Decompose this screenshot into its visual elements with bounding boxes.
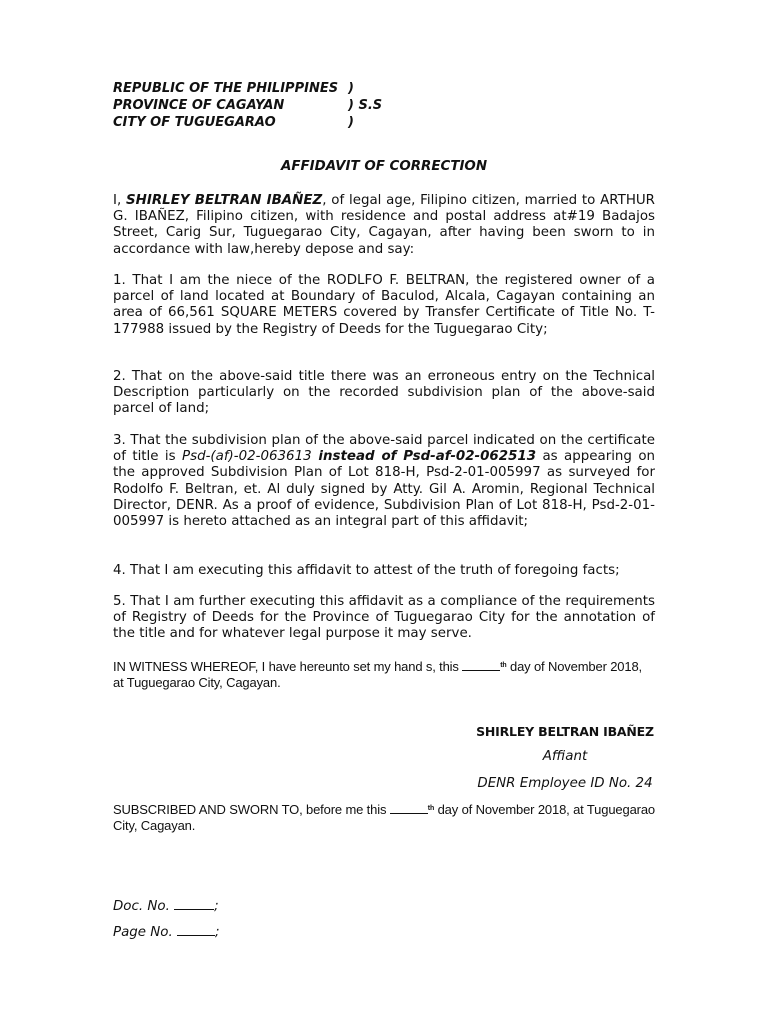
paragraph-3 (113, 433, 655, 530)
paragraph-1: 1. That I am the niece of the RODLFO F. BELTRAN, the registered owner of a parcel of land located at Boundary of Baculod, Alcala, Cagayan containing an area of 66,561 SQUARE METERS covered by Transfer Certificate of Title No. T-177988 issued by the Registry of Deeds for the Tuguegarao City; (113, 273, 655, 337)
intro-text-pre: I, (113, 193, 127, 208)
doc-number-line (113, 898, 219, 915)
venue-block (113, 80, 382, 131)
witness-text-a: IN WITNESS WHEREOF, I have hereunto set my hand s, this (113, 659, 463, 674)
affiant-employee-id: DENR Employee ID No. 24 (477, 776, 653, 791)
page-number-end: ; (215, 925, 220, 940)
venue-mark: ) (348, 115, 354, 130)
paragraph-2: 2. That on the above-said title there was an erroneous entry on the Technical Description particularly on the recorded subdivision plan of the above-said parcel of land; (113, 369, 655, 417)
paragraph-5: 5. That I am further executing this affidavit as a compliance of the requirements of Registry of Deeds for the Province of Tuguegarao City for the annotation of the title and for whatever legal purpose it may serve. (113, 594, 655, 642)
page-number-label: Page No. (113, 925, 177, 940)
jurat-text-a: SUBSCRIBED AND SWORN TO, before me this (113, 802, 390, 817)
day-blank-line (462, 659, 500, 671)
plan-code-recorded: Psd-(af)-02-063613 (182, 449, 312, 465)
day-blank-line (390, 802, 428, 814)
paragraph-4: 4. That I am executing this affidavit to attest of the truth of foregoing facts; (113, 563, 620, 578)
affiant-name-inline: SHIRLEY BELTRAN IBAÑEZ (126, 193, 323, 208)
venue-row-city (113, 114, 382, 131)
jurat-text-b: day of November 2018, at Tuguegarao City, Cagayan. (113, 802, 655, 834)
venue-place: REPUBLIC OF THE PHILIPPINES (113, 81, 339, 96)
page-number-blank (177, 924, 215, 936)
intro-paragraph (113, 193, 655, 258)
day-suffix: th (500, 662, 507, 669)
intro-text-post: , of legal age, Filipino citizen, married to ARTHUR G. IBAÑEZ, Filipino citizen, with residence and postal address at#19 Badajos Street, Carig Sur, Tuguegarao City, Cagayan, after having been sworn to in accordance with law,hereby depose and say: (113, 193, 655, 257)
venue-row-republic (113, 80, 382, 97)
plan-code-correct: instead of Psd-af-02-062513 (311, 449, 537, 465)
venue-row-province (113, 97, 382, 114)
document-title: AFFIDAVIT OF CORRECTION (280, 159, 488, 174)
jurat-clause (113, 802, 655, 834)
venue-place: PROVINCE OF CAGAYAN (113, 98, 285, 113)
doc-number-end: ; (214, 899, 219, 914)
page-number-line (113, 924, 220, 941)
affiant-signature-name: SHIRLEY BELTRAN IBAÑEZ (476, 724, 654, 739)
paragraph-3-text-b: as appearing on the approved Subdivision Plan of Lot 818-H, Psd-2-01-005997 as surveyed for Rodolfo F. Beltran, et. Al duly signed by Atty. Gil A. Aromin, Regional Technical Director, DENR. As a proof of evidence, Subdivision Plan of Lot 818-H, Psd-2-01-005997 is hereto attached as an integral part of this affidavit; (113, 449, 655, 530)
doc-number-blank (174, 898, 214, 910)
venue-mark: ) (348, 81, 354, 96)
doc-number-label: Doc. No. (113, 899, 175, 914)
day-suffix: th (427, 805, 435, 812)
paragraph-3-text-a: 3. That the subdivision plan of the above-said parcel indicated on the certificate of title is (113, 433, 655, 465)
witness-clause (113, 659, 655, 691)
venue-place: CITY OF TUGUEGARAO (113, 115, 276, 130)
affiant-role: Affiant (542, 749, 588, 764)
venue-mark: ) S.S (348, 98, 383, 113)
witness-text-b: day of November 2018, at Tuguegarao City, Cagayan. (113, 659, 642, 691)
